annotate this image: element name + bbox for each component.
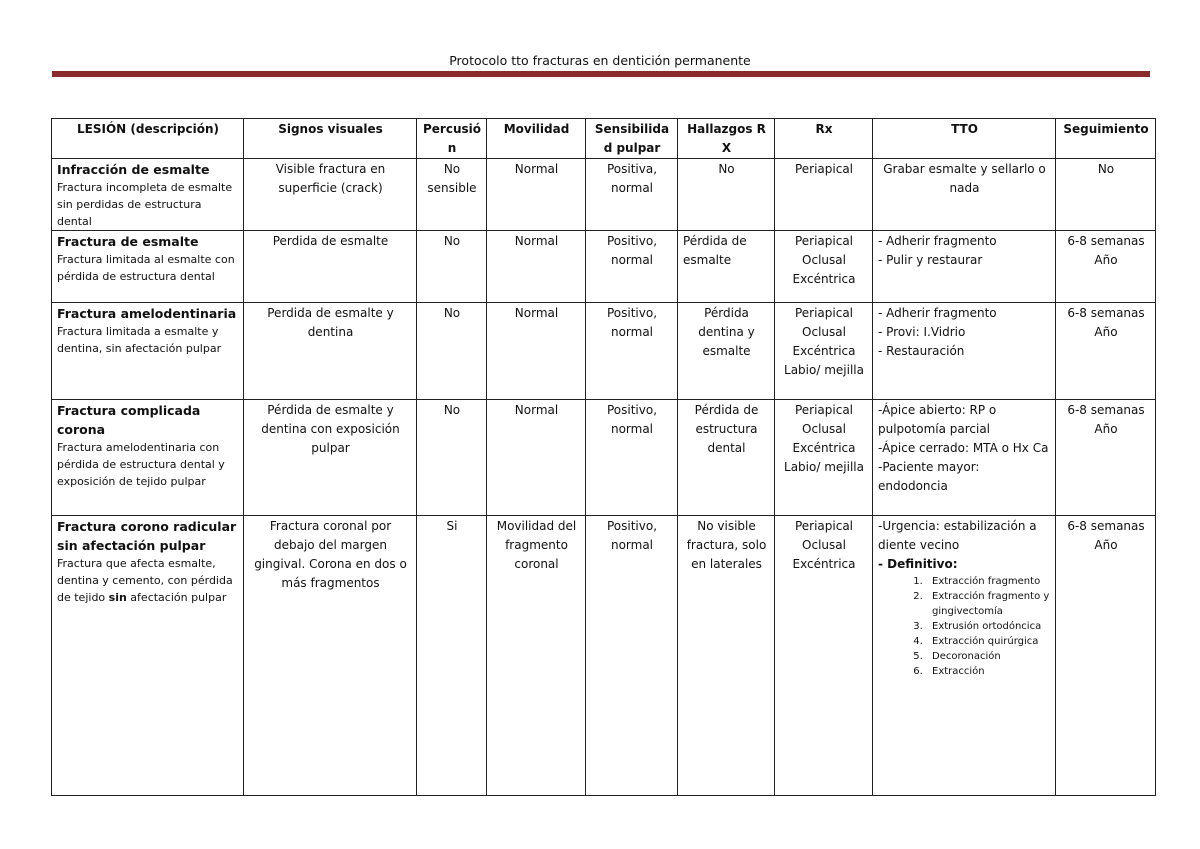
cell-rx — [775, 400, 873, 516]
table-row — [52, 516, 1156, 796]
cell-sensibilidad: Positivo, normal — [586, 400, 678, 516]
seguimiento-item: 6-8 semanas — [1067, 403, 1145, 417]
list-item: 5. Decoronación — [926, 649, 1051, 664]
cell-movilidad: Normal — [487, 400, 586, 516]
table-row — [52, 159, 1156, 231]
col-header-hallazgos: Hallazgos RX — [678, 119, 775, 159]
rx-item: Excéntrica — [792, 272, 856, 286]
rx-item: Periapical — [794, 403, 854, 417]
col-header-lesion: LESIÓN (descripción) — [52, 119, 244, 159]
cell-hallazgos: Pérdida de esmalte — [678, 231, 775, 303]
cell-sensibilidad: Positiva, normal — [586, 159, 678, 231]
cell-percusion: No — [417, 400, 487, 516]
rx-item: Oclusal — [802, 422, 846, 436]
rx-item: Excéntrica — [792, 441, 856, 455]
col-header-movilidad: Movilidad — [487, 119, 586, 159]
tto-item: - Adherir fragmento — [878, 306, 997, 320]
col-header-signos: Signos visuales — [244, 119, 417, 159]
table-row — [52, 400, 1156, 516]
tto-item: - Provi: I.Vidrio — [878, 325, 966, 339]
cell-seguimiento — [1056, 400, 1156, 516]
cell-signos: Visible fractura en superficie (crack) — [244, 159, 417, 231]
cell-rx — [775, 303, 873, 400]
cell-seguimiento — [1056, 303, 1156, 400]
cell-tto — [873, 159, 1056, 231]
cell-tto — [873, 400, 1056, 516]
tto-item: Grabar esmalte y sellarlo o nada — [883, 162, 1046, 195]
lesion-description — [57, 555, 239, 606]
col-header-percusion: Percusión — [417, 119, 487, 159]
seguimiento-item: Año — [1094, 422, 1118, 436]
tto-urgencia: -Urgencia: estabilización a diente vecino — [878, 519, 1037, 552]
protocol-table — [51, 118, 1156, 796]
cell-tto — [873, 303, 1056, 400]
list-item: 1. Extracción fragmento — [926, 574, 1051, 589]
tto-item: -Ápice cerrado: MTA o Hx Ca — [878, 441, 1049, 455]
table-row — [52, 303, 1156, 400]
cell-hallazgos: Pérdida de estructura dental — [678, 400, 775, 516]
rx-item: Periapical — [794, 306, 854, 320]
cell-rx — [775, 159, 873, 231]
cell-tto — [873, 516, 1056, 796]
tto-item: - Adherir fragmento — [878, 234, 997, 248]
title-divider — [52, 71, 1150, 77]
rx-item: Excéntrica — [792, 557, 856, 571]
col-header-seguimiento: Seguimiento — [1056, 119, 1156, 159]
cell-signos: Pérdida de esmalte y dentina con exposición pulpar — [244, 400, 417, 516]
lesion-name: Fractura de esmalte — [57, 234, 199, 249]
cell-seguimiento — [1056, 516, 1156, 796]
seguimiento-item: 6-8 semanas — [1067, 306, 1145, 320]
tto-item: -Paciente mayor: endodoncia — [878, 460, 980, 493]
list-item: 3. Extrusión ortodóncica — [926, 619, 1051, 634]
cell-tto — [873, 231, 1056, 303]
list-item: 2. Extracción fragmento y gingivectomía — [926, 589, 1051, 619]
cell-seguimiento — [1056, 159, 1156, 231]
lesion-desc-part: afectación pulpar — [126, 591, 227, 604]
rx-item: Excéntrica — [792, 344, 856, 358]
cell-lesion — [52, 303, 244, 400]
lesion-description: Fractura limitada al esmalte con pérdida de estructura dental — [57, 253, 235, 283]
tto-item: -Ápice abierto: RP o pulpotomía parcial — [878, 403, 997, 436]
tto-item: - Pulir y restaurar — [878, 253, 983, 267]
rx-item: Labio/ mejilla — [784, 363, 864, 377]
lesion-name: Fractura corono radicular sin afectación pulpar — [57, 519, 237, 553]
col-header-rx: Rx — [775, 119, 873, 159]
tto-item: - Restauración — [878, 344, 965, 358]
tto-definitivo-label: - Definitivo: — [878, 557, 958, 571]
cell-signos: Perdida de esmalte y dentina — [244, 303, 417, 400]
cell-percusion: No — [417, 231, 487, 303]
rx-item: Periapical — [794, 162, 854, 176]
cell-movilidad: Normal — [487, 159, 586, 231]
lesion-desc-emphasis: sin — [108, 591, 127, 604]
table-header-row — [52, 119, 1156, 159]
cell-signos: Perdida de esmalte — [244, 231, 417, 303]
cell-percusion: No sensible — [417, 159, 487, 231]
cell-percusion: Si — [417, 516, 487, 796]
seguimiento-item: Año — [1094, 253, 1118, 267]
cell-lesion — [52, 400, 244, 516]
cell-movilidad: Movilidad del fragmento coronal — [487, 516, 586, 796]
rx-item: Periapical — [794, 519, 854, 533]
lesion-name: Infracción de esmalte — [57, 162, 210, 177]
list-item: 4. Extracción quirúrgica — [926, 634, 1051, 649]
cell-sensibilidad: Positivo, normal — [586, 516, 678, 796]
cell-sensibilidad: Positivo, normal — [586, 231, 678, 303]
seguimiento-item: Año — [1094, 538, 1118, 552]
table-row — [52, 231, 1156, 303]
cell-lesion — [52, 516, 244, 796]
cell-percusion: No — [417, 303, 487, 400]
lesion-description: Fractura incompleta de esmalte sin perdidas de estructura dental — [57, 181, 233, 228]
rx-item: Oclusal — [802, 253, 846, 267]
lesion-desc-part: Fractura que afecta esmalte, dentina y cemento, con pérdida de tejido — [57, 557, 233, 604]
lesion-description: Fractura limitada a esmalte y dentina, sin afectación pulpar — [57, 325, 222, 355]
rx-item: Oclusal — [802, 325, 846, 339]
rx-item: Oclusal — [802, 538, 846, 552]
document-title: Protocolo tto fracturas en dentición permanente — [449, 53, 751, 68]
cell-hallazgos: No — [678, 159, 775, 231]
lesion-name: Fractura complicada corona — [57, 403, 201, 437]
cell-hallazgos: No visible fractura, solo en laterales — [678, 516, 775, 796]
lesion-description: Fractura amelodentinaria con pérdida de estructura dental y exposición de tejido pulpar — [57, 441, 225, 488]
col-header-sensibilidad: Sensibilidad pulpar — [586, 119, 678, 159]
cell-movilidad: Normal — [487, 303, 586, 400]
seguimiento-item: Año — [1094, 325, 1118, 339]
cell-movilidad: Normal — [487, 231, 586, 303]
cell-lesion — [52, 159, 244, 231]
rx-item: Labio/ mejilla — [784, 460, 864, 474]
cell-rx — [775, 231, 873, 303]
list-item: 6. Extracción — [926, 664, 1051, 679]
cell-sensibilidad: Positivo, normal — [586, 303, 678, 400]
cell-lesion — [52, 231, 244, 303]
seguimiento-item: 6-8 semanas — [1067, 234, 1145, 248]
col-header-tto: TTO — [873, 119, 1056, 159]
seguimiento-item: No — [1097, 162, 1115, 176]
cell-signos: Fractura coronal por debajo del margen gingival. Corona en dos o más fragmentos — [244, 516, 417, 796]
tto-definitivo-list — [878, 574, 1051, 679]
seguimiento-item: 6-8 semanas — [1067, 519, 1145, 533]
cell-rx — [775, 516, 873, 796]
lesion-name: Fractura amelodentinaria — [57, 306, 237, 321]
cell-hallazgos: Pérdida dentina y esmalte — [678, 303, 775, 400]
cell-seguimiento — [1056, 231, 1156, 303]
rx-item: Periapical — [794, 234, 854, 248]
